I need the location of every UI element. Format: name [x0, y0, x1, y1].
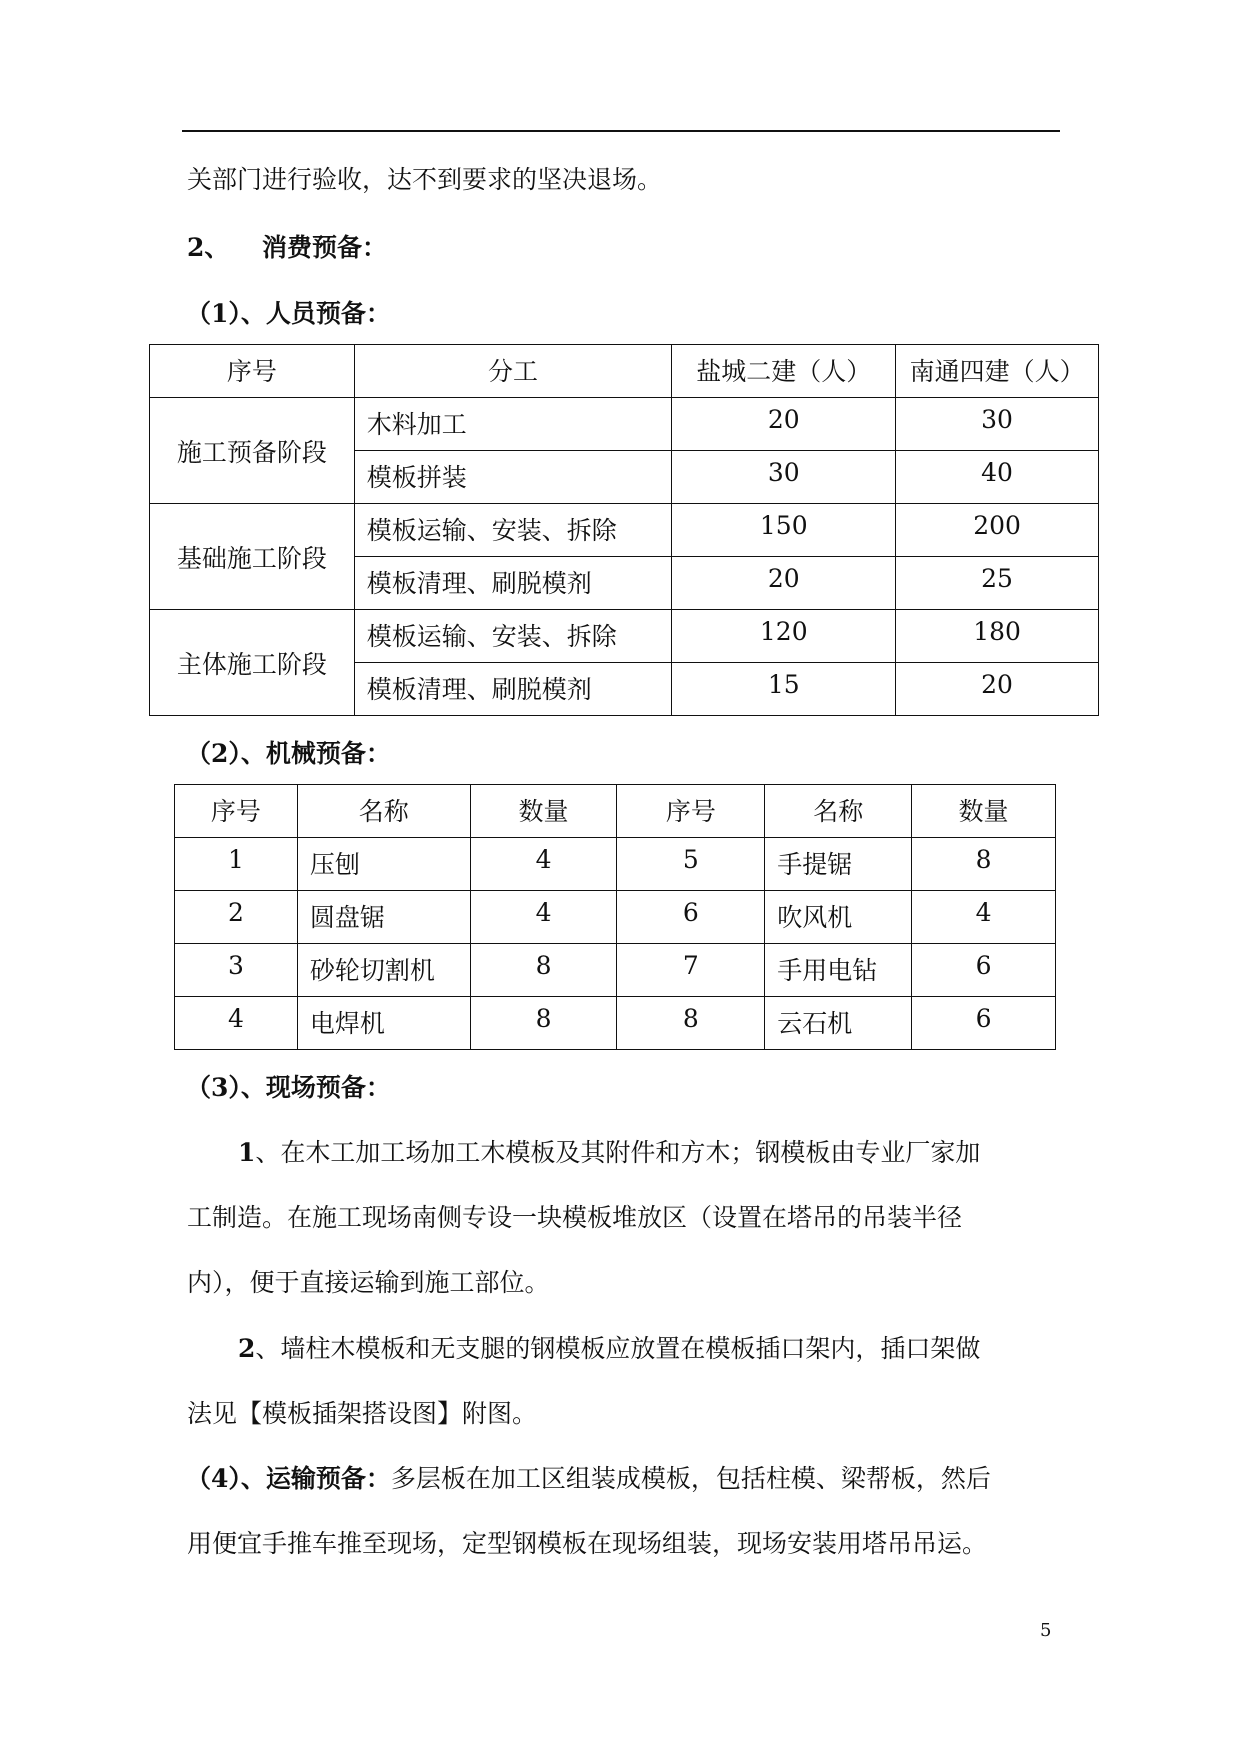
site-item-1-line-3: 内），便于直接运输到施工部位。 [187, 1268, 550, 1297]
header-cell: 数量 [470, 785, 617, 838]
value-cell: 20 [896, 663, 1099, 716]
transport-line-1: （4）、运输预备：多层板在加工区组装成模板，包括柱模、梁帮板，然后 [186, 1464, 991, 1493]
name-cell: 砂轮切割机 [297, 944, 470, 997]
site-item-2-line-1: 2、墙柱木模板和无支腿的钢模板应放置在模板插口架内，插口架做 [238, 1334, 981, 1363]
task-cell: 木料加工 [354, 398, 672, 451]
site-item-1-number: 1 [238, 1138, 256, 1167]
header-cell: 序号 [617, 785, 765, 838]
value-cell: 20 [672, 557, 896, 610]
index-cell: 1 [175, 838, 298, 891]
header-cell: 名称 [297, 785, 470, 838]
site-item-2-number: 2 [238, 1334, 256, 1363]
value-cell: 150 [672, 504, 896, 557]
table-row [150, 610, 1099, 663]
header-cell: 盐城二建（人） [672, 345, 896, 398]
index-cell: 4 [175, 997, 298, 1050]
value-cell: 200 [896, 504, 1099, 557]
table-row [150, 504, 1099, 557]
name-cell: 电焊机 [297, 997, 470, 1050]
table-row [175, 997, 1056, 1050]
quantity-cell: 6 [912, 944, 1056, 997]
header-cell: 分工 [354, 345, 672, 398]
name-cell: 手提锯 [765, 838, 912, 891]
table-header-row [150, 345, 1099, 398]
personnel-table [149, 344, 1099, 716]
value-cell: 15 [672, 663, 896, 716]
table-header-row [175, 785, 1056, 838]
section-2-title: 消费预备： [262, 233, 388, 262]
name-cell: 云石机 [765, 997, 912, 1050]
value-cell: 25 [896, 557, 1099, 610]
personnel-heading: （1）、人员预备： [186, 299, 391, 328]
stage-cell: 基础施工阶段 [150, 504, 355, 610]
transport-heading: （4）、运输预备： [186, 1464, 391, 1493]
quantity-cell: 4 [470, 891, 617, 944]
section-2-number: 2、 [187, 233, 230, 262]
value-cell: 120 [672, 610, 896, 663]
name-cell: 吹风机 [765, 891, 912, 944]
site-heading: （3）、现场预备： [186, 1073, 391, 1102]
index-cell: 6 [617, 891, 765, 944]
header-cell: 名称 [765, 785, 912, 838]
quantity-cell: 8 [470, 997, 617, 1050]
index-cell: 2 [175, 891, 298, 944]
intro-line: 关部门进行验收，达不到要求的坚决退场。 [187, 165, 663, 194]
table-row [175, 838, 1056, 891]
site-item-1-line-2: 工制造。在施工现场南侧专设一块模板堆放区（设置在塔吊的吊装半径 [187, 1203, 963, 1232]
value-cell: 20 [672, 398, 896, 451]
quantity-cell: 8 [912, 838, 1056, 891]
page-number: 5 [1040, 1620, 1052, 1641]
value-cell: 30 [672, 451, 896, 504]
header-cell: 序号 [175, 785, 298, 838]
machinery-heading: （2）、机械预备： [186, 739, 391, 768]
machinery-table [174, 784, 1056, 1050]
task-cell: 模板运输、安装、拆除 [354, 504, 672, 557]
table-row [175, 891, 1056, 944]
table-row [150, 398, 1099, 451]
quantity-cell: 4 [912, 891, 1056, 944]
stage-cell: 主体施工阶段 [150, 610, 355, 716]
header-rule [182, 130, 1060, 132]
quantity-cell: 8 [470, 944, 617, 997]
site-item-2-line-2: 法见【模板插架搭设图】附图。 [187, 1399, 538, 1428]
task-cell: 模板清理、刷脱模剂 [354, 663, 672, 716]
task-cell: 模板运输、安装、拆除 [354, 610, 672, 663]
table-row [175, 944, 1056, 997]
index-cell: 5 [617, 838, 765, 891]
name-cell: 压刨 [297, 838, 470, 891]
task-cell: 模板清理、刷脱模剂 [354, 557, 672, 610]
header-cell: 序号 [150, 345, 355, 398]
index-cell: 3 [175, 944, 298, 997]
index-cell: 7 [617, 944, 765, 997]
quantity-cell: 4 [470, 838, 617, 891]
stage-cell: 施工预备阶段 [150, 398, 355, 504]
value-cell: 180 [896, 610, 1099, 663]
name-cell: 圆盘锯 [297, 891, 470, 944]
header-cell: 南通四建（人） [896, 345, 1099, 398]
task-cell: 模板拼装 [354, 451, 672, 504]
quantity-cell: 6 [912, 997, 1056, 1050]
value-cell: 40 [896, 451, 1099, 504]
transport-line-2: 用便宜手推车推至现场，定型钢模板在现场组装，现场安装用塔吊吊运。 [187, 1529, 988, 1558]
index-cell: 8 [617, 997, 765, 1050]
site-item-1-line-1: 1、在木工加工场加工木模板及其附件和方木；钢模板由专业厂家加 [238, 1138, 981, 1167]
value-cell: 30 [896, 398, 1099, 451]
name-cell: 手用电钻 [765, 944, 912, 997]
header-cell: 数量 [912, 785, 1056, 838]
